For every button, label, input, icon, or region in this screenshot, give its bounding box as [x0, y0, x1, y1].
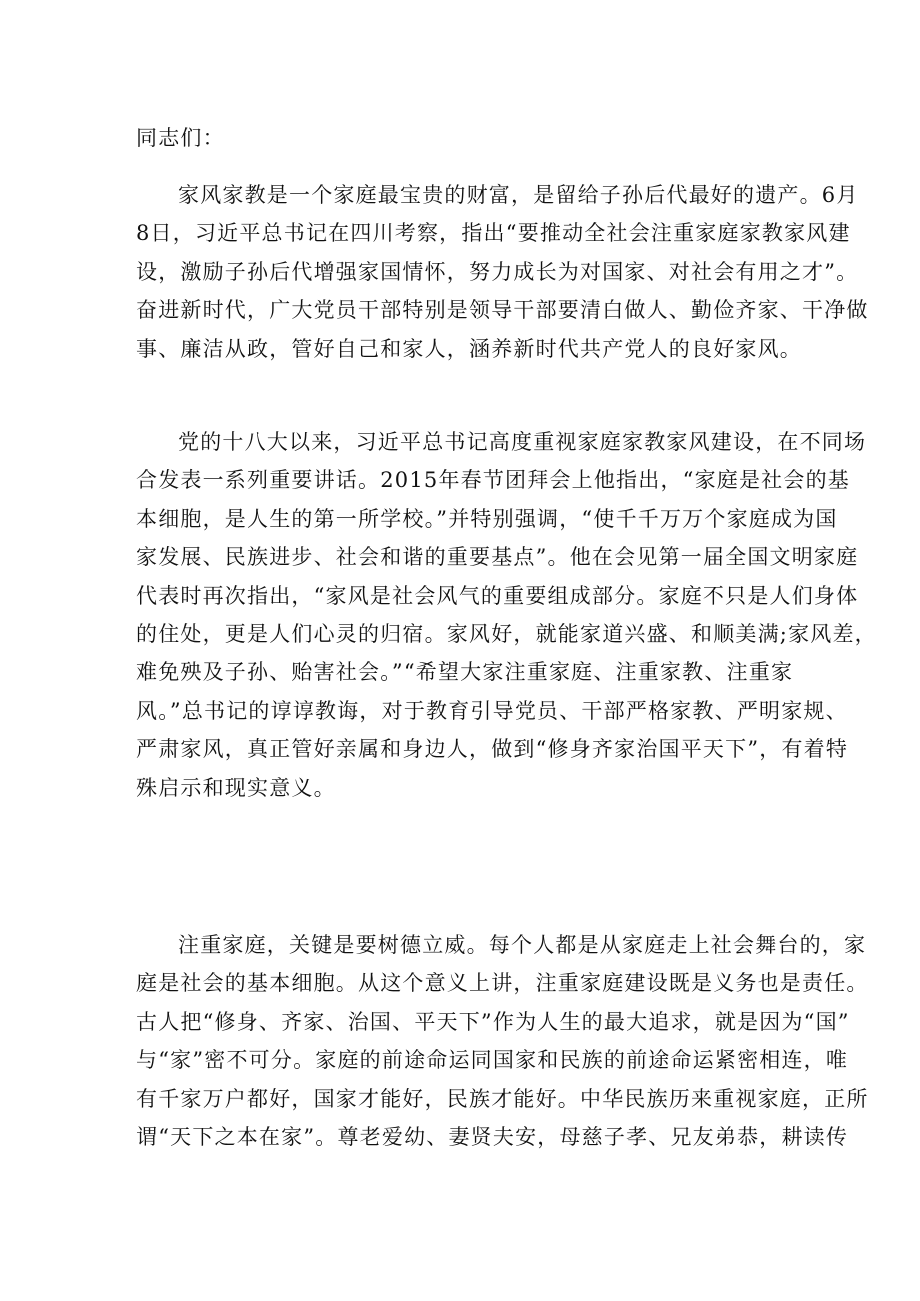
- paragraph-line: 本细胞，是人生的第一所学校。”并特别强调，“使千千万万个家庭成为国: [136, 506, 838, 531]
- paragraph-line: 有千家万户都好，国家才能好，民族才能好。中华民族历来重视家庭，正所: [136, 1086, 869, 1111]
- paragraph-line: 家发展、民族进步、社会和谐的重要基点”。他在会见第一届全国文明家庭: [136, 545, 859, 570]
- salutation: 同志们：: [136, 126, 225, 150]
- paragraph-line: 8日，习近平总书记在四川考察，指出“要推动全社会注重家庭家教家风建: [136, 221, 851, 246]
- paragraph-line: 古人把“修身、齐家、治国、平天下”作为人生的最大追求，就是因为“国”: [136, 1009, 850, 1034]
- paragraph-line: 庭是社会的基本细胞。从这个意义上讲，注重家庭建设既是义务也是责任。: [136, 971, 869, 996]
- paragraph-line: 风。”总书记的谆谆教诲，对于教育引导党员、干部严格家教、严明家规、: [136, 698, 848, 723]
- paragraph-line: 代表时再次指出，“家风是社会风气的重要组成部分。家庭不只是人们身体: [136, 583, 859, 608]
- paragraph-line: 奋进新时代，广大党员干部特别是领导干部要清白做人、勤俭齐家、干净做: [136, 298, 869, 323]
- paragraph-line: 设，激励子孙后代增强家国情怀，努力成长为对国家、对社会有用之才”。: [136, 259, 859, 284]
- paragraph-2: [136, 423, 877, 807]
- paragraph-line: 家风家教是一个家庭最宝贵的财富，是留给子孙后代最好的遗产。6月: [178, 183, 859, 207]
- paragraph-line: 谓“天下之本在家”。尊老爱幼、妻贤夫安，母慈子孝、兄友弟恭，耕读传: [136, 1124, 849, 1149]
- paragraph-line: 殊启示和现实意义。: [136, 775, 336, 800]
- paragraph-line: 的住处，更是人们心灵的归宿。家风好，就能家道兴盛、和顺美满;家风差，: [136, 621, 877, 646]
- paragraph-line: 党的十八大以来，习近平总书记高度重视家庭家教家风建设，在不同场: [178, 430, 867, 454]
- paragraph-3: [136, 926, 869, 1156]
- paragraph-line: 严肃家风，真正管好亲属和身边人，做到“修身齐家治国平天下”，有着特: [136, 737, 849, 762]
- paragraph-line: 事、廉洁从政，管好自己和家人，涵养新时代共产党人的良好家风。: [136, 336, 802, 361]
- paragraph-line: 与“家”密不可分。家庭的前途命运同国家和民族的前途命运紧密相连，唯: [136, 1048, 849, 1073]
- paragraph-line: 注重家庭，关键是要树德立威。每个人都是从家庭走上社会舞台的，家: [178, 933, 867, 957]
- paragraph-1: [136, 176, 869, 368]
- paragraph-line: 合发表一系列重要讲话。2015年春节团拜会上他指出，“家庭是社会的基: [136, 468, 850, 493]
- paragraph-line: 难免殃及子孙、贻害社会。”“希望大家注重家庭、注重家教、注重家: [136, 660, 794, 685]
